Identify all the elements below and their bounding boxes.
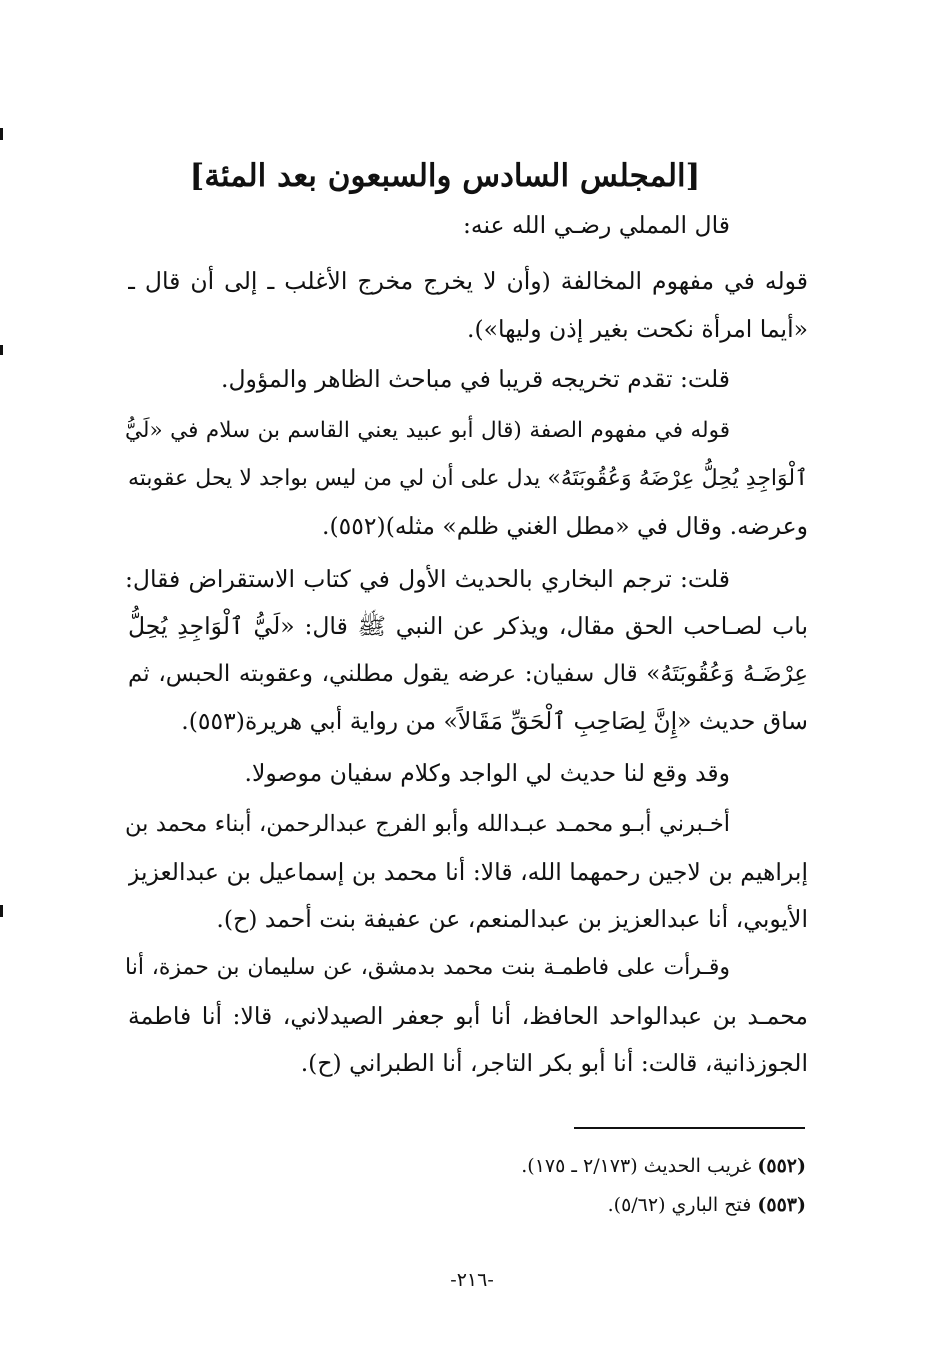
text-line: قال المملي رضـي الله عنه: — [462, 211, 730, 239]
text-line: محمـد بن عبدالواحد الحافظ، أنا أبو جعفر الصيدلاني، قالا: أنا فاطمة — [128, 1002, 808, 1030]
text-line: باب لصـاحب الحق مقال، ويذكر عن النبي ﷺ قال: «لَيُّ ٱلْوَاجِدِ يُحِلُّ — [128, 612, 808, 640]
scan-edge-mark — [0, 905, 3, 917]
text-line: قوله في مفهوم الصفة (قال أبو عبيد يعني القاسم بن سلام في «لَيُّ — [125, 418, 730, 443]
text-line: ٱلْوَاجِدِ يُحِلُّ عِرْضَهُ وَعُقُوبَتَهُ» يدل على أن لي من ليس بواجد لا يحل عقوبته — [128, 466, 808, 491]
footnote-text: فتح الباري (٥/٦٢). — [607, 1194, 752, 1216]
text-line: وقد وقع لنا حديث لي الواجد وكلام سفيان موصولا. — [244, 759, 730, 787]
section-title: [المجلس السادس والسبعون بعد المئة] — [189, 158, 701, 194]
text-line: إبراهيم بن لاجين رحمهما الله، قالا: أنا محمد بن إسماعيل بن عبدالعزيز — [128, 858, 808, 886]
text-line: قلت: ترجم البخاري بالحديث الأول في كتاب الاستقراض فقال: — [125, 565, 730, 593]
footnote-text: غريب الحديث (٢/١٧٣ ـ ١٧٥). — [521, 1155, 752, 1177]
text-line: وقـرأت على فاطمـة بنت محمد بدمشق، عن سليمان بن حمزة، أنا — [125, 955, 730, 980]
scan-edge-mark — [0, 128, 3, 140]
footnote — [521, 1150, 806, 1182]
text-line: أخـبرني أبـو محمـد عبـدالله وأبو الفرج عبدالرحمن، أبناء محمد بن — [125, 811, 730, 837]
text-line: الجوزذانية، قالت: أنا أبو بكر التاجر، أنا الطبراني (ح). — [300, 1049, 808, 1077]
text-line: «أيما امرأة نكحت بغير إذن وليها»). — [466, 315, 808, 343]
scan-edge-mark — [0, 345, 3, 355]
text-line: قوله في مفهوم المخالفة (وأن لا يخرج مخرج الأغلب ـ إلى أن قال ـ — [128, 267, 808, 295]
text-line: قلت: تقدم تخريجه قريبا في مباحث الظاهر والمؤول. — [221, 365, 730, 393]
footnote-number: (٥٥٣) — [757, 1194, 806, 1216]
page-number: -٢١٦- — [450, 1269, 494, 1291]
text-line: عِرْضَـهُ وَعُقُوبَتَهُ» قال سفيان: عرضه يقول مطلني، وعقوبته الحبس، ثم — [128, 661, 808, 687]
text-line: الأيوبي، أنا عبدالعزيز بن عبدالمنعم، عن عفيفة بنت أحمد (ح). — [216, 905, 808, 933]
footnote-number: (٥٥٢) — [757, 1155, 806, 1177]
footnote-separator — [574, 1127, 805, 1129]
footnote — [608, 1189, 806, 1221]
text-line: وعرضه. وقال في «مطل الغني ظلم» مثله)(٥٥٢). — [322, 512, 808, 540]
text-line: ساق حديث «إِنَّ لِصَاحِبِ ٱلْحَقِّ مَقَالاً» من رواية أبي هريرة(٥٥٣). — [181, 707, 808, 735]
